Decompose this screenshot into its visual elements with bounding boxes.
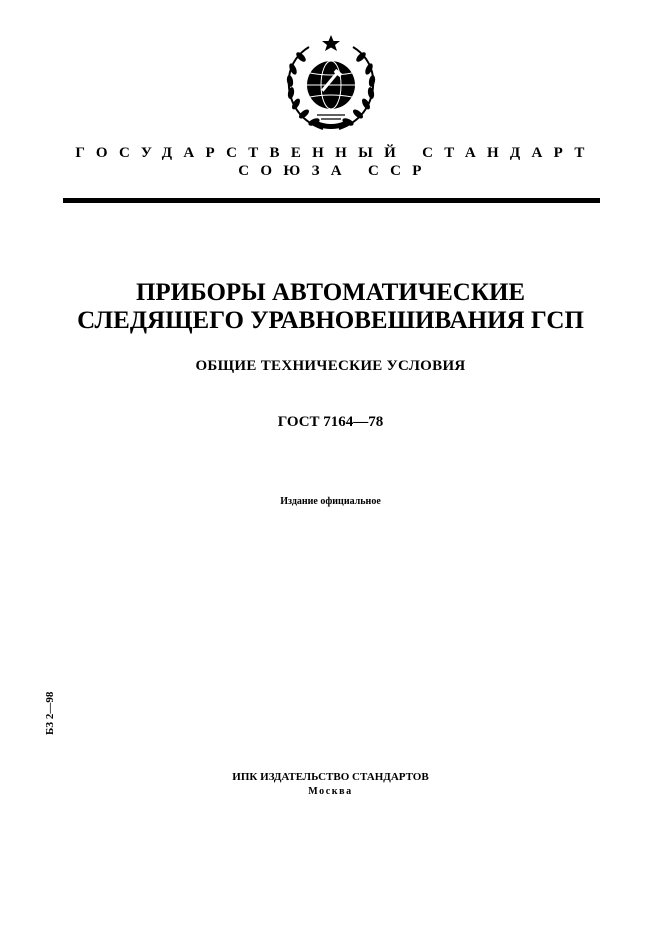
- header-state-standard: ГОСУДАРСТВЕННЫЙ СТАНДАРТ: [75, 145, 596, 161]
- document-title-line-2: СЛЕДЯЩЕГО УРАВНОВЕШИВАНИЯ ГСП: [77, 307, 584, 334]
- document-subtitle: ОБЩИЕ ТЕХНИЧЕСКИЕ УСЛОВИЯ: [195, 358, 466, 374]
- publisher-name: ИПК ИЗДАТЕЛЬСТВО СТАНДАРТОВ: [232, 771, 429, 783]
- horizontal-rule: [63, 198, 600, 203]
- document-title-line-1: ПРИБОРЫ АВТОМАТИЧЕСКИЕ: [135, 279, 526, 306]
- header-union: СОЮЗА ССР: [238, 163, 433, 179]
- publisher-city: Москва: [308, 786, 353, 797]
- ussr-state-emblem-icon: [279, 33, 383, 135]
- side-catalog-code: БЗ 2—98: [44, 691, 56, 735]
- edition-note: Издание официальное: [280, 496, 381, 507]
- standard-number: ГОСТ 7164—78: [277, 414, 384, 430]
